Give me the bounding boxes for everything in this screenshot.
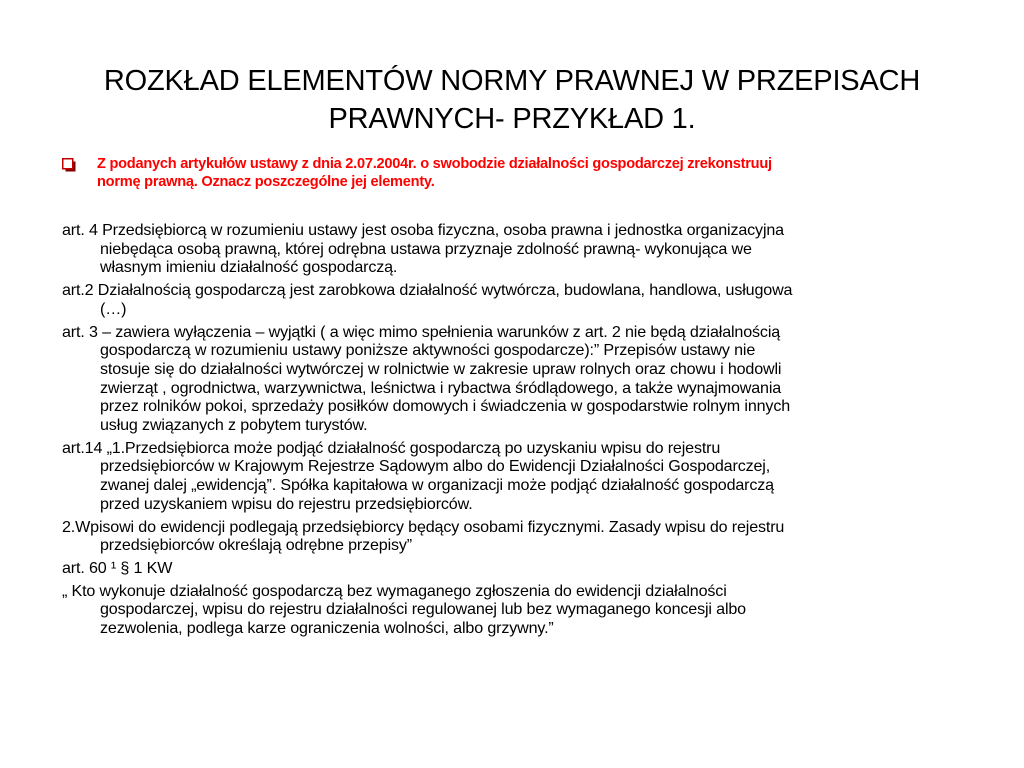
article-2-paragraph bbox=[62, 281, 972, 318]
paragraph-line: niebędąca osobą prawną, której odrębna ustawa przyznaje zdolność prawną- wykonująca we bbox=[100, 239, 752, 258]
paragraph-line: gospodarczej, wpisu do rejestru działalności regulowanej lub bez wymaganego koncesji albo bbox=[100, 600, 746, 619]
paragraph-line: art. 60 ¹ § 1 KW bbox=[62, 558, 173, 577]
task-instruction bbox=[97, 155, 772, 191]
paragraph-line: (…) bbox=[100, 299, 127, 318]
checkbox-bullet-icon bbox=[62, 158, 76, 172]
paragraph-line: przed uzyskaniem wpisu do rejestru przedsiębiorców. bbox=[100, 494, 473, 513]
paragraph-line: zezwolenia, podlega karze ograniczenia wolności, albo grzywny.” bbox=[100, 619, 554, 638]
task-line: Z podanych artykułów ustawy z dnia 2.07.2004r. o swobodzie działalności gospodarczej zrekonstruuj bbox=[97, 156, 772, 172]
paragraph-line: przedsiębiorców określają odrębne przepisy” bbox=[100, 536, 413, 555]
task-line: normę prawną. Oznacz poszczególne jej elementy. bbox=[97, 174, 435, 190]
article-14-paragraph bbox=[62, 439, 972, 514]
paragraph-line: przedsiębiorców w Krajowym Rejestrze Sądowym albo do Ewidencji Działalności Gospodarczej, bbox=[100, 457, 771, 476]
article-3-paragraph bbox=[62, 323, 972, 435]
kw-article-quote bbox=[62, 582, 972, 638]
paragraph-line: art. 3 – zawiera wyłączenia – wyjątki ( a więc mimo spełnienia warunków z art. 2 nie będą działalnością bbox=[62, 322, 781, 341]
paragraph-line: zwanej dalej „ewidencją”. Spółka kapitałowa w organizacji może podjąć działalność gospodarczą bbox=[100, 476, 774, 495]
article-4-paragraph bbox=[62, 221, 972, 277]
paragraph-line: „ Kto wykonuje działalność gospodarczą bez wymaganego zgłoszenia do ewidencji działalności bbox=[62, 581, 727, 600]
paragraph-line: art. 4 Przedsiębiorcą w rozumieniu ustawy jest osoba fizyczna, osoba prawna i jednostka organizacyjna bbox=[62, 221, 784, 239]
paragraph-line: usług związanych z pobytem turystów. bbox=[100, 416, 368, 435]
paragraph-line: art.14 „1.Przedsiębiorca może podjąć działalność gospodarczą po uzyskaniu wpisu do rejestru bbox=[62, 438, 721, 457]
paragraph-line: własnym imieniu działalność gospodarczą. bbox=[100, 258, 398, 277]
articles-body bbox=[62, 221, 972, 642]
task-bullet bbox=[62, 155, 962, 191]
article-14-section-2-paragraph bbox=[62, 518, 972, 555]
paragraph-line: stosuje się do działalności wytwórczej w rolnictwie w zakresie upraw rolnych oraz chowu i hodowli bbox=[100, 359, 782, 378]
slide-title-line: ROZKŁAD ELEMENTÓW NORMY PRAWNEJ W PRZEPISACH bbox=[103, 65, 921, 97]
paragraph-line: art.2 Działalnością gospodarczą jest zarobkowa działalność wytwórcza, budowlana, handlowa, usługowa bbox=[62, 281, 793, 300]
slide-title bbox=[60, 62, 964, 138]
slide-title-line: PRAWNYCH- PRZYKŁAD 1. bbox=[328, 103, 696, 135]
paragraph-line: 2.Wpisowi do ewidencji podlegają przedsiębiorcy będący osobami fizycznymi. Zasady wpisu do rejestru bbox=[62, 517, 785, 536]
paragraph-line: zwierząt , ogrodnictwa, warzywnictwa, leśnictwa i rybactwa śródlądowego, a także wynajmowania bbox=[100, 378, 782, 397]
kw-article-heading bbox=[62, 559, 972, 578]
paragraph-line: gospodarczą w rozumieniu ustawy poniższe aktywności gospodarcze):” Przepisów ustawy nie bbox=[100, 341, 756, 360]
paragraph-line: przez rolników pokoi, sprzedaży posiłków domowych i świadczenia w gospodarstwie rolnym innych bbox=[100, 397, 791, 416]
